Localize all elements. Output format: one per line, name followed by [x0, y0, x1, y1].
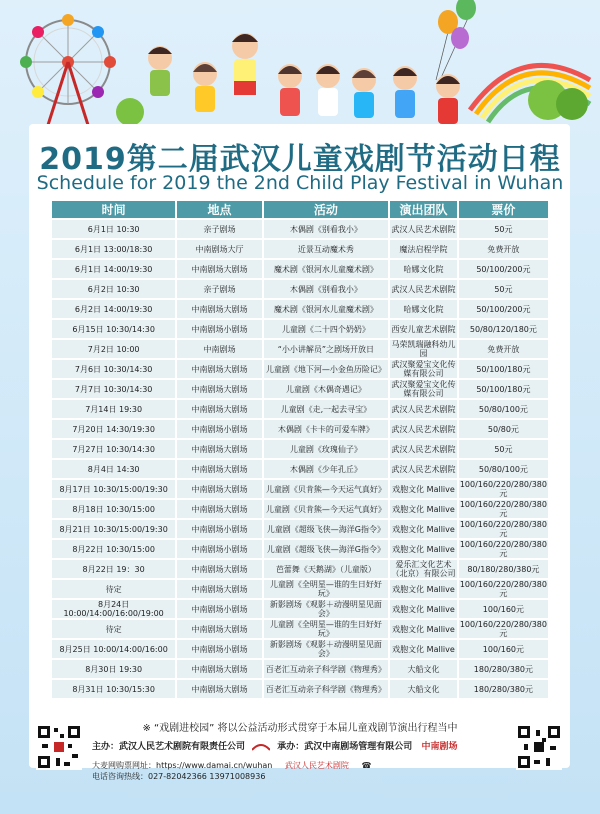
table-row [52, 340, 548, 358]
cell-activity: 儿童剧《二十四个奶奶》 [264, 320, 390, 338]
cell-activity: 芭蕾舞《天鹅湖》（儿童版） [264, 560, 390, 578]
qr-code-left [36, 724, 82, 770]
cell-troupe: 武汉人民艺术剧院 [390, 440, 459, 458]
cell-time: 8月22日 19：30 [52, 560, 177, 578]
table-row [52, 500, 548, 518]
cell-activity: 儿童剧《全明星—谁的生日好好玩》 [264, 580, 390, 598]
cell-price: 180/280/380元 [459, 660, 548, 678]
cell-time: 8月30日 19:30 [52, 660, 177, 678]
table-row [52, 240, 548, 258]
cell-activity: 儿童剧《贝肯熊—今天运气真好》 [264, 480, 390, 498]
cell-troupe: 爱乐汇文化艺术（北京）有限公司 [390, 560, 459, 578]
cell-venue: 中南剧场大剧场 [177, 560, 263, 578]
table-row [52, 540, 548, 558]
table-row [52, 400, 548, 418]
cell-venue: 中南剧场大剧场 [177, 680, 263, 698]
cell-troupe: 戏胞文化 Mallive [390, 520, 459, 538]
cell-time: 7月6日 10:30/14:30 [52, 360, 177, 378]
table-row [52, 220, 548, 238]
table-row [52, 460, 548, 478]
cell-time: 6月1日 14:00/19:30 [52, 260, 177, 278]
cell-activity: 百老汇互动亲子科学剧《物理秀》 [264, 680, 390, 698]
cell-troupe: 大船文化 [390, 660, 459, 678]
table-row [52, 260, 548, 278]
cell-price: 50/100/180元 [459, 360, 548, 378]
cell-activity: 儿童剧《贝肯熊—今天运气真好》 [264, 500, 390, 518]
table-row [52, 520, 548, 538]
cell-time: 待定 [52, 620, 177, 638]
cell-price: 100/160/220/280/380元 [459, 520, 547, 538]
cell-time: 7月14日 19:30 [52, 400, 177, 418]
cell-troupe: 戏胞文化 Mallive [390, 580, 459, 598]
column-header-troupe: 演出团队 [390, 201, 459, 218]
cell-activity: 魔术剧《银河水儿童魔术剧》 [264, 260, 390, 278]
cell-venue: 中南剧场小剧场 [177, 520, 263, 538]
cell-troupe: 魔法启程学院 [390, 240, 459, 258]
cell-venue: 中南剧场大剧场 [177, 660, 263, 678]
cell-time: 7月2日 10:00 [52, 340, 177, 358]
cell-time: 8月24日 10:00/14:00/16:00/19:00 [52, 600, 177, 618]
cell-troupe: 戏胞文化 Mallive [390, 600, 459, 618]
cell-time: 8月31日 10:30/15:30 [52, 680, 177, 698]
cell-activity: 儿童剧《木偶奇遇记》 [264, 380, 390, 398]
cell-time: 8月21日 10:30/15:00/19:30 [52, 520, 177, 538]
cell-troupe: 哈娜文化院 [390, 260, 459, 278]
cell-troupe: 武汉人民艺术剧院 [390, 420, 459, 438]
cell-time: 7月27日 10:30/14:30 [52, 440, 177, 458]
cell-activity: 百老汇互动亲子科学剧《物理秀》 [264, 660, 390, 678]
cell-venue: 中南剧场大剧场 [177, 380, 263, 398]
cell-price: 50/100/180元 [459, 380, 548, 398]
cell-price: 100/160元 [459, 600, 548, 618]
table-row [52, 600, 548, 618]
cell-activity: 魔术剧《银河水儿童魔术剧》 [264, 300, 390, 318]
cell-time: 7月7日 10:30/14:30 [52, 380, 177, 398]
cell-price: 100/160/220/280/380元 [459, 580, 547, 598]
cell-price: 50元 [459, 440, 548, 458]
cell-troupe: 马荣凯瑞融科幼儿园 [390, 340, 459, 358]
cell-venue: 中南剧场大剧场 [177, 360, 263, 378]
cell-venue: 中南剧场大剧场 [177, 400, 263, 418]
cell-activity: 儿童剧《超级飞侠—海洋G指令》 [264, 540, 390, 558]
cell-price: 80/180/280/380元 [459, 560, 548, 578]
cell-activity: 木偶剧《别看我小》 [264, 220, 390, 238]
cell-time: 6月15日 10:30/14:30 [52, 320, 177, 338]
cell-venue: 中南剧场大剧场 [177, 500, 263, 518]
cell-time: 8月22日 10:30/15:00 [52, 540, 177, 558]
table-row [52, 380, 548, 398]
cell-venue: 中南剧场小剧场 [177, 640, 263, 658]
cell-time: 8月17日 10:30/15:00/19:30 [52, 480, 177, 498]
cell-activity: 儿童剧《地下河—小金鱼历险记》 [264, 360, 390, 378]
cell-price: 50/80/120/180元 [459, 320, 548, 338]
cell-troupe: 戏胞文化 Mallive [390, 640, 459, 658]
cell-time: 7月20日 14:30/19:30 [52, 420, 177, 438]
cell-venue: 中南剧场小剧场 [177, 420, 263, 438]
table-row [52, 560, 548, 578]
cell-activity: “小小讲解员”之剧场开放日 [264, 340, 390, 358]
cell-troupe: 戏胞文化 Mallive [390, 620, 459, 638]
undertaker-label: 承办：武汉中南剧场管理有限公司 [277, 742, 413, 752]
cell-venue: 亲子剧场 [177, 280, 263, 298]
cell-troupe: 哈娜文化院 [390, 300, 459, 318]
cell-activity: 近景互动魔术秀 [264, 240, 390, 258]
table-row [52, 300, 548, 318]
cell-price: 180/280/380元 [459, 680, 548, 698]
wuhan-people-art-logo: 武汉人民艺术剧院 [284, 761, 349, 770]
cell-price: 50/80/100元 [459, 460, 548, 478]
cell-activity: 木偶剧《少年孔丘》 [264, 460, 390, 478]
ferris-wheel-icon [20, 14, 116, 125]
cell-venue: 中南剧场小剧场 [177, 320, 263, 338]
cell-venue: 中南剧场大剧场 [177, 300, 263, 318]
cell-price: 免费开放 [459, 240, 548, 258]
cell-troupe: 戏胞文化 Mallive [390, 540, 459, 558]
cell-venue: 中南剧场大剧场 [177, 440, 263, 458]
cell-price: 100/160元 [459, 640, 548, 658]
qr-code-right [516, 724, 562, 770]
page-title: 2019第二届武汉儿童戏剧节活动日程 [39, 142, 561, 177]
schedule-rows [52, 220, 548, 698]
cell-venue: 中南剧场小剧场 [177, 540, 263, 558]
cell-venue: 中南剧场大厅 [177, 240, 263, 258]
cell-time: 6月1日 10:30 [52, 220, 177, 238]
cell-venue: 中南剧场大剧场 [177, 480, 263, 498]
table-row [52, 580, 548, 598]
cell-venue: 中南剧场大剧场 [177, 580, 263, 598]
cell-troupe: 武汉人民艺术剧院 [390, 400, 459, 418]
table-row [52, 480, 548, 498]
hero-illustration [0, 0, 600, 130]
table-row [52, 680, 548, 698]
cell-troupe: 武汉人民艺术剧院 [390, 220, 459, 238]
cell-price: 50/100/200元 [459, 260, 548, 278]
cell-venue: 中南剧场大剧场 [177, 260, 263, 278]
cell-activity: 新影剧场《观影＋动漫明星见面会》 [264, 640, 390, 658]
zhongnan-theatre-logo: 中南剧场 [421, 742, 458, 752]
column-header-activity: 活动 [264, 201, 390, 218]
organizers [92, 739, 512, 752]
table-row [52, 440, 548, 458]
cell-price: 50/80/100元 [459, 400, 548, 418]
cell-time: 待定 [52, 580, 177, 598]
cell-activity: 儿童剧《走,一起去寻宝》 [264, 400, 390, 418]
cell-venue: 中南剧场大剧场 [177, 620, 263, 638]
cell-activity: 儿童剧《全明星—谁的生日好好玩》 [264, 620, 390, 638]
cell-venue: 中南剧场大剧场 [177, 460, 263, 478]
cell-price: 免费开放 [459, 340, 548, 358]
cell-activity: 木偶剧《卡卡的可爱车牌》 [264, 420, 390, 438]
school-outreach-note: ※ “戏剧进校园” 将以公益活动形式贯穿于本届儿童戏剧节演出行程当中 [142, 723, 458, 734]
balloons-icon [436, 0, 476, 80]
cell-troupe: 武汉人民艺术剧院 [390, 280, 459, 298]
cell-price: 50/80元 [459, 420, 548, 438]
cell-price: 100/160/220/280/380元 [459, 540, 547, 558]
cell-price: 50元 [459, 220, 548, 238]
table-row [52, 320, 548, 338]
column-header-time: 时间 [52, 201, 177, 218]
cell-time: 6月2日 14:00/19:30 [52, 300, 177, 318]
cell-troupe: 西安儿童艺术剧院 [390, 320, 459, 338]
cell-activity: 新影剧场《观影＋动漫明星见面会》 [264, 600, 390, 618]
phone-icon: ☎ [361, 761, 372, 770]
cell-time: 8月25日 10:00/14:00/16:00 [52, 640, 177, 658]
children-illustration [148, 33, 460, 124]
cell-venue: 中南剧场小剧场 [177, 600, 263, 618]
table-header-row [52, 201, 548, 218]
cell-activity: 木偶剧《别看我小》 [264, 280, 390, 298]
cell-price: 100/160/220/280/380元 [459, 500, 547, 518]
cell-troupe: 大船文化 [390, 680, 459, 698]
ticket-link[interactable]: 大麦网购票网址：https://www.damai.cn/wuhan [92, 761, 273, 770]
cell-price: 50元 [459, 280, 548, 298]
cell-troupe: 戏胞文化 Mallive [390, 480, 459, 498]
theatre-logo-left [252, 742, 270, 752]
table-row [52, 660, 548, 678]
cell-troupe: 戏胞文化 Mallive [390, 500, 459, 518]
cell-venue: 亲子剧场 [177, 220, 263, 238]
cell-venue: 中南剧场 [177, 340, 263, 358]
cell-price: 50/100/200元 [459, 300, 548, 318]
cell-troupe: 武汉聚爱宝文化传媒有限公司 [390, 360, 459, 378]
table-row [52, 640, 548, 658]
cell-price: 100/160/220/280/380元 [459, 480, 547, 498]
schedule-table [52, 199, 548, 700]
table-row [52, 360, 548, 378]
table-row [52, 620, 548, 638]
cell-troupe: 武汉人民艺术剧院 [390, 460, 459, 478]
contact-bar [92, 760, 512, 782]
cell-time: 6月2日 10:30 [52, 280, 177, 298]
column-header-venue: 地点 [177, 201, 263, 218]
column-header-price: 票价 [459, 201, 548, 218]
page-subtitle: Schedule for 2019 the 2nd Child Play Festival in Wuhan [36, 172, 564, 194]
cell-price: 100/160/220/280/380元 [459, 620, 547, 638]
organizer-label: 主办：武汉人民艺术剧院有限责任公司 [92, 742, 246, 752]
cell-time: 6月1日 13:00/18:30 [52, 240, 177, 258]
cell-activity: 儿童剧《超级飞侠—海洋G指令》 [264, 520, 390, 538]
cell-activity: 儿童剧《玫瑰仙子》 [264, 440, 390, 458]
cell-time: 8月4日 14:30 [52, 460, 177, 478]
cell-troupe: 武汉聚爱宝文化传媒有限公司 [390, 380, 459, 398]
cell-time: 8月18日 10:30/15:00 [52, 500, 177, 518]
table-row [52, 280, 548, 298]
table-row [52, 420, 548, 438]
hotline: 电话咨询热线：027-82042366 13971008936 [92, 772, 266, 781]
